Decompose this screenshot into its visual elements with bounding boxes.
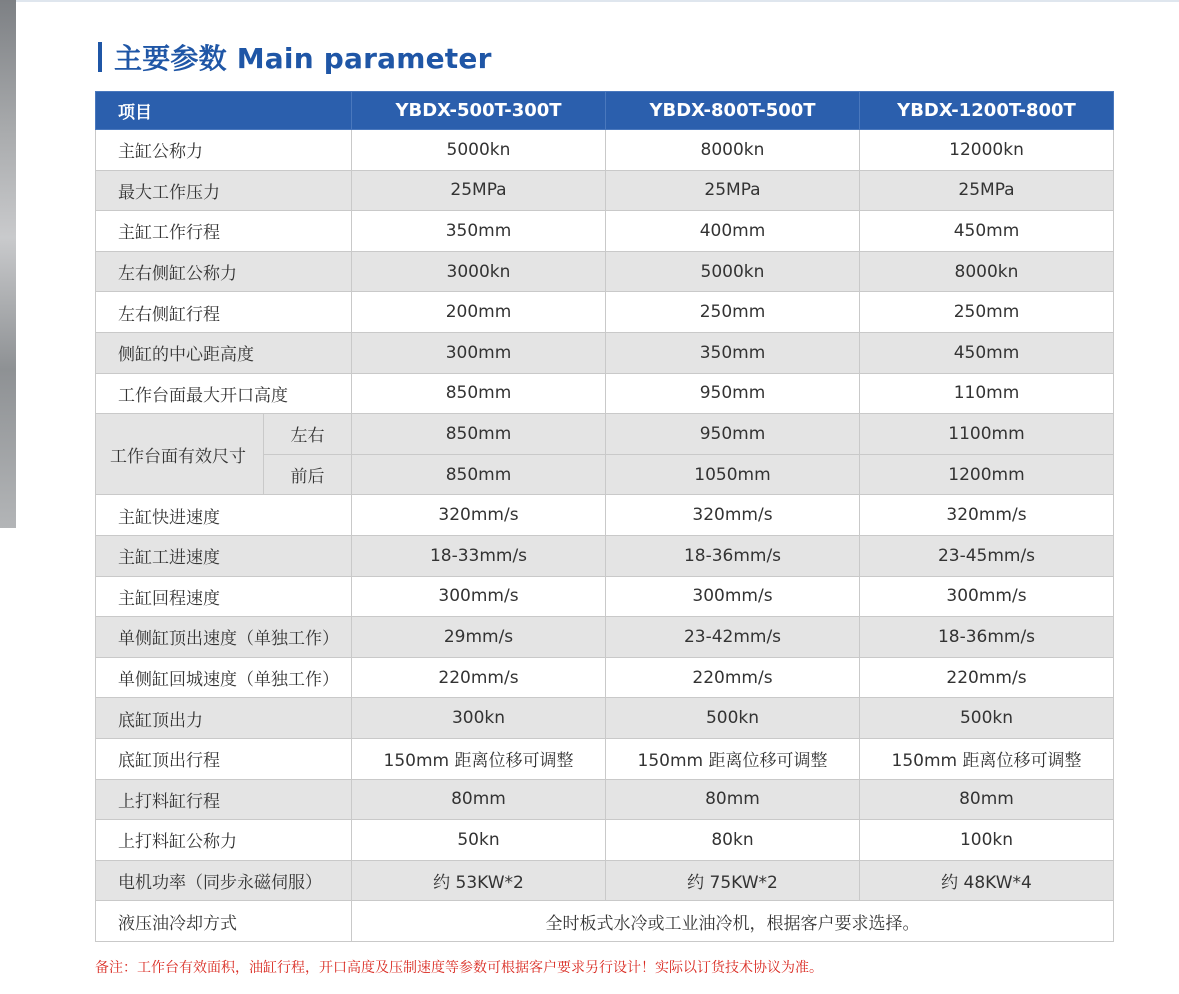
- table-row: [96, 657, 1114, 698]
- page-title-text: 主要参数 Main parameter: [114, 42, 492, 75]
- row-label: 主缸回程速度: [96, 576, 352, 617]
- cell-value: 350mm: [606, 332, 860, 373]
- cell-value: 8000kn: [606, 130, 860, 171]
- table-row: [96, 170, 1114, 211]
- row-label: 左右侧缸公称力: [96, 251, 352, 292]
- table-row: [96, 698, 1114, 739]
- cell-value: 150mm 距离位移可调整: [352, 738, 606, 779]
- cell-value: 25MPa: [860, 170, 1114, 211]
- cell-value: 5000kn: [352, 130, 606, 171]
- cell-value: 5000kn: [606, 251, 860, 292]
- cell-value: 18-33mm/s: [352, 535, 606, 576]
- cell-value: 850mm: [352, 373, 606, 414]
- header-model-3: YBDX-1200T-800T: [860, 92, 1114, 130]
- table-row: [96, 901, 1114, 942]
- cell-value: 220mm/s: [860, 657, 1114, 698]
- cell-value: 80mm: [606, 779, 860, 820]
- row-label-merged: 工作台面有效尺寸: [96, 414, 264, 495]
- cell-value: 450mm: [860, 211, 1114, 252]
- table-row: [96, 332, 1114, 373]
- table-row: [96, 292, 1114, 333]
- row-label: 侧缸的中心距高度: [96, 332, 352, 373]
- cell-value: 300mm/s: [860, 576, 1114, 617]
- row-label: 上打料缸行程: [96, 779, 352, 820]
- cell-value: 400mm: [606, 211, 860, 252]
- footnote: 备注：工作台有效面积，油缸行程，开口高度及压制速度等参数可根据客户要求另行设计！实际以订货技术协议为准。: [95, 960, 823, 976]
- cell-value: 320mm/s: [860, 495, 1114, 536]
- cell-value: 80mm: [352, 779, 606, 820]
- cell-value: 约 75KW*2: [606, 860, 860, 901]
- cell-value: 29mm/s: [352, 617, 606, 658]
- cell-value: 320mm/s: [352, 495, 606, 536]
- cell-value: 250mm: [606, 292, 860, 333]
- header-item: 项目: [96, 92, 352, 130]
- table-row: [96, 495, 1114, 536]
- cell-value: 500kn: [606, 698, 860, 739]
- cell-value: 110mm: [860, 373, 1114, 414]
- cell-value: 25MPa: [606, 170, 860, 211]
- cell-value: 850mm: [352, 414, 606, 455]
- table-row: [96, 211, 1114, 252]
- cell-value: 80kn: [606, 820, 860, 861]
- header-model-1: YBDX-500T-300T: [352, 92, 606, 130]
- table-header-row: [96, 92, 1114, 130]
- table-row: [96, 373, 1114, 414]
- title-bar-decoration: [98, 42, 102, 72]
- cell-value: 25MPa: [352, 170, 606, 211]
- cell-value: 1200mm: [860, 454, 1114, 495]
- table-row: [96, 130, 1114, 171]
- table-row: [96, 414, 1114, 455]
- cell-value: 50kn: [352, 820, 606, 861]
- cell-value: 300kn: [352, 698, 606, 739]
- cell-value: 450mm: [860, 332, 1114, 373]
- table-row: [96, 779, 1114, 820]
- cell-value: 220mm/s: [606, 657, 860, 698]
- row-label: 单侧缸回城速度（单独工作）: [96, 657, 352, 698]
- row-label: 工作台面最大开口高度: [96, 373, 352, 414]
- cell-value: 850mm: [352, 454, 606, 495]
- row-label: 液压油冷却方式: [96, 901, 352, 942]
- row-label: 主缸公称力: [96, 130, 352, 171]
- table-row: [96, 820, 1114, 861]
- cell-value: 80mm: [860, 779, 1114, 820]
- cell-value: 950mm: [606, 414, 860, 455]
- table-row: [96, 617, 1114, 658]
- table-row: [96, 738, 1114, 779]
- top-border: [16, 0, 1179, 2]
- cell-value: 200mm: [352, 292, 606, 333]
- cell-value: 1100mm: [860, 414, 1114, 455]
- cell-value: 300mm/s: [352, 576, 606, 617]
- cell-value-merged: 全时板式水冷或工业油冷机，根据客户要求选择。: [352, 901, 1114, 942]
- cell-value: 18-36mm/s: [860, 617, 1114, 658]
- cell-value: 250mm: [860, 292, 1114, 333]
- table-row: [96, 860, 1114, 901]
- row-label: 底缸顶出力: [96, 698, 352, 739]
- cell-value: 1050mm: [606, 454, 860, 495]
- header-model-2: YBDX-800T-500T: [606, 92, 860, 130]
- cell-value: 23-42mm/s: [606, 617, 860, 658]
- row-label: 主缸工进速度: [96, 535, 352, 576]
- cell-value: 300mm: [352, 332, 606, 373]
- cell-value: 18-36mm/s: [606, 535, 860, 576]
- cell-value: 12000kn: [860, 130, 1114, 171]
- row-label: 左右侧缸行程: [96, 292, 352, 333]
- cell-value: 950mm: [606, 373, 860, 414]
- cell-value: 100kn: [860, 820, 1114, 861]
- cell-value: 约 48KW*4: [860, 860, 1114, 901]
- row-label: 单侧缸顶出速度（单独工作）: [96, 617, 352, 658]
- cell-value: 23-45mm/s: [860, 535, 1114, 576]
- row-sublabel: 左右: [264, 414, 352, 455]
- cell-value: 220mm/s: [352, 657, 606, 698]
- cell-value: 150mm 距离位移可调整: [606, 738, 860, 779]
- cell-value: 3000kn: [352, 251, 606, 292]
- background-photo-edge: [0, 0, 16, 528]
- cell-value: 500kn: [860, 698, 1114, 739]
- cell-value: 150mm 距离位移可调整: [860, 738, 1114, 779]
- row-label: 最大工作压力: [96, 170, 352, 211]
- table-row: [96, 535, 1114, 576]
- cell-value: 约 53KW*2: [352, 860, 606, 901]
- cell-value: 8000kn: [860, 251, 1114, 292]
- table-row: [96, 251, 1114, 292]
- row-label: 底缸顶出行程: [96, 738, 352, 779]
- page-title: [98, 38, 492, 76]
- cell-value: 350mm: [352, 211, 606, 252]
- row-label: 主缸工作行程: [96, 211, 352, 252]
- cell-value: 300mm/s: [606, 576, 860, 617]
- parameter-table: [95, 91, 1114, 942]
- row-sublabel: 前后: [264, 454, 352, 495]
- row-label: 上打料缸公称力: [96, 820, 352, 861]
- cell-value: 320mm/s: [606, 495, 860, 536]
- row-label: 电机功率（同步永磁伺服）: [96, 860, 352, 901]
- table-row: [96, 576, 1114, 617]
- row-label: 主缸快进速度: [96, 495, 352, 536]
